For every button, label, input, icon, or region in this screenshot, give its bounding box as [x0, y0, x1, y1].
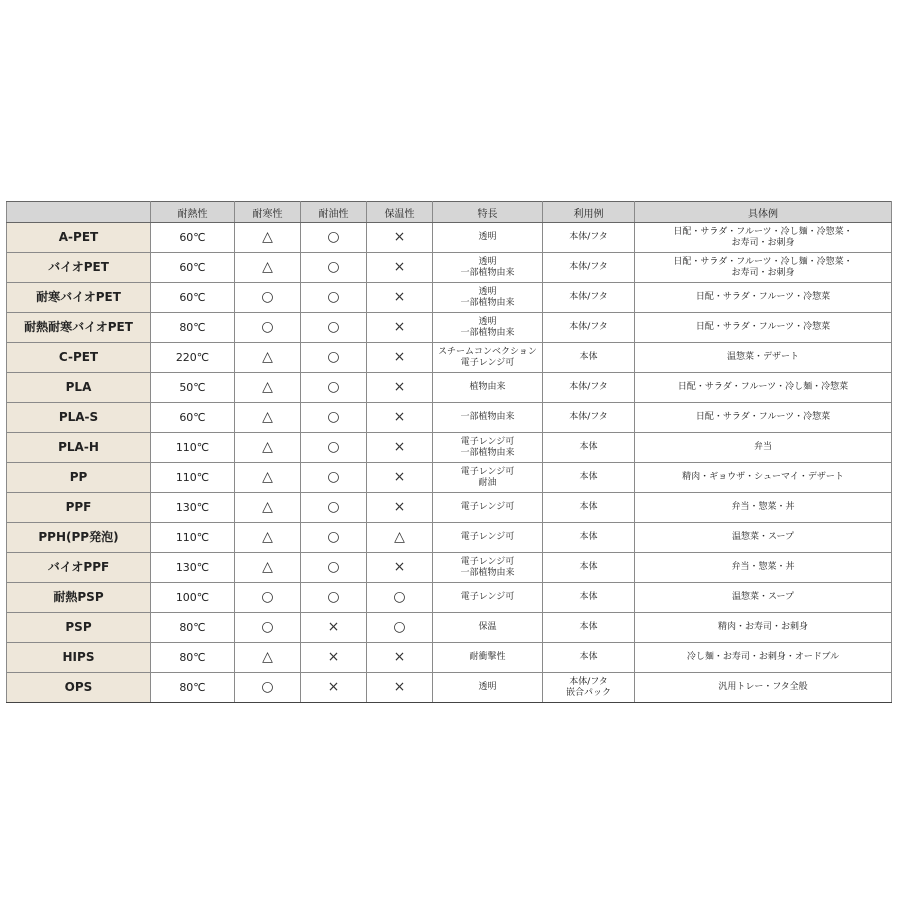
table-row [7, 343, 892, 373]
usage-cell-line: 本体 [579, 532, 598, 542]
features-cell-line: 透明 [478, 682, 497, 692]
examples-cell [635, 253, 892, 283]
usage-cell-line: 本体 [579, 502, 598, 512]
examples-cell-line: 日配・サラダ・フルーツ・冷し麺・冷惣菜 [677, 382, 849, 392]
features-cell [433, 223, 543, 253]
usage-cell [543, 493, 635, 523]
examples-cell [635, 673, 892, 703]
features-cell-line: 一部植物由来 [460, 297, 515, 308]
usage-cell [543, 643, 635, 673]
oil-resistance-mark: ○ [301, 553, 367, 583]
heat-resistance-value: 80℃ [151, 313, 235, 343]
oil-resistance-mark: ○ [301, 223, 367, 253]
table-row [7, 583, 892, 613]
material-name: 耐熱PSP [7, 583, 151, 613]
examples-cell-line: お寿司・お刺身 [731, 267, 795, 278]
usage-cell-line: 本体/フタ [569, 292, 608, 302]
material-name: C-PET [7, 343, 151, 373]
table-row [7, 463, 892, 493]
oil-resistance-mark: ○ [301, 583, 367, 613]
features-cell [433, 283, 543, 313]
material-name: バイオPPF [7, 553, 151, 583]
usage-cell-line: 本体/フタ [569, 676, 608, 687]
oil-resistance-mark: × [301, 673, 367, 703]
cold-resistance-mark: △ [235, 343, 301, 373]
usage-cell-line: 本体 [579, 472, 598, 482]
heat-resistance-value: 60℃ [151, 223, 235, 253]
heat-retention-mark: △ [367, 523, 433, 553]
examples-cell [635, 373, 892, 403]
features-cell-line: 一部植物由来 [460, 447, 515, 458]
examples-cell [635, 463, 892, 493]
features-cell-line: 電子レンジ可 [460, 532, 515, 542]
features-cell [433, 643, 543, 673]
cold-resistance-mark: ○ [235, 283, 301, 313]
usage-cell [543, 253, 635, 283]
features-cell-line: 一部植物由来 [460, 412, 515, 422]
features-cell [433, 343, 543, 373]
heat-resistance-value: 80℃ [151, 643, 235, 673]
material-name: A-PET [7, 223, 151, 253]
cold-resistance-mark: △ [235, 403, 301, 433]
examples-cell [635, 493, 892, 523]
heat-retention-mark: × [367, 673, 433, 703]
header-heat-resistance: 耐熱性 [151, 202, 235, 223]
examples-cell [635, 403, 892, 433]
usage-cell [543, 523, 635, 553]
heat-retention-mark: × [367, 493, 433, 523]
heat-retention-mark: × [367, 343, 433, 373]
features-cell-line: 透明 [478, 232, 497, 242]
heat-resistance-value: 60℃ [151, 283, 235, 313]
usage-cell-line: 本体/フタ [569, 322, 608, 332]
heat-resistance-value: 110℃ [151, 463, 235, 493]
material-name: PP [7, 463, 151, 493]
features-cell [433, 613, 543, 643]
features-cell-line: 耐衝撃性 [469, 652, 506, 662]
heat-resistance-value: 60℃ [151, 403, 235, 433]
examples-cell-line: 日配・サラダ・フルーツ・冷惣菜 [695, 412, 831, 422]
features-cell [433, 403, 543, 433]
material-name: HIPS [7, 643, 151, 673]
examples-cell [635, 553, 892, 583]
features-cell-line: 一部植物由来 [460, 327, 515, 338]
features-cell-line: 一部植物由来 [460, 267, 515, 278]
table-row [7, 253, 892, 283]
examples-cell-line: 温惣菜・スープ [731, 532, 795, 542]
cold-resistance-mark: △ [235, 643, 301, 673]
examples-cell-line: 弁当 [753, 442, 772, 452]
examples-cell-line: 精肉・お寿司・お刺身 [717, 622, 808, 632]
material-name: バイオPET [7, 253, 151, 283]
features-cell-line: 透明 [478, 256, 497, 267]
oil-resistance-mark: ○ [301, 283, 367, 313]
examples-cell-line: 温惣菜・スープ [731, 592, 795, 602]
heat-resistance-value: 110℃ [151, 523, 235, 553]
examples-cell-line: 弁当・惣菜・丼 [731, 502, 795, 512]
usage-cell [543, 463, 635, 493]
examples-cell-line: 温惣菜・デザート [726, 352, 799, 362]
material-name: PPH(PP発泡) [7, 523, 151, 553]
features-cell-line: 電子レンジ可 [460, 357, 515, 368]
examples-cell [635, 583, 892, 613]
header-features: 特長 [433, 202, 543, 223]
heat-resistance-value: 130℃ [151, 553, 235, 583]
material-name: PLA-S [7, 403, 151, 433]
features-cell [433, 253, 543, 283]
cold-resistance-mark: △ [235, 493, 301, 523]
examples-cell [635, 313, 892, 343]
heat-retention-mark: × [367, 313, 433, 343]
usage-cell-line: 本体 [579, 592, 598, 602]
oil-resistance-mark: ○ [301, 493, 367, 523]
oil-resistance-mark: × [301, 613, 367, 643]
usage-cell-line: 本体/フタ [569, 412, 608, 422]
oil-resistance-mark: ○ [301, 523, 367, 553]
material-name: OPS [7, 673, 151, 703]
examples-cell [635, 433, 892, 463]
features-cell [433, 373, 543, 403]
features-cell-line: 電子レンジ可 [460, 466, 515, 477]
examples-cell [635, 223, 892, 253]
cold-resistance-mark: △ [235, 523, 301, 553]
usage-cell-line: 本体 [579, 562, 598, 572]
header-oil-resistance: 耐油性 [301, 202, 367, 223]
cold-resistance-mark: △ [235, 553, 301, 583]
examples-cell-line: 日配・サラダ・フルーツ・冷し麺・冷惣菜・ [673, 256, 853, 267]
usage-cell [543, 433, 635, 463]
material-table-container [6, 201, 891, 703]
table-header [7, 202, 892, 223]
features-cell-line: 一部植物由来 [460, 567, 515, 578]
heat-retention-mark: × [367, 373, 433, 403]
table-row [7, 313, 892, 343]
heat-retention-mark: × [367, 643, 433, 673]
features-cell [433, 553, 543, 583]
cold-resistance-mark: △ [235, 433, 301, 463]
usage-cell-line: 本体 [579, 622, 598, 632]
table-row [7, 613, 892, 643]
oil-resistance-mark: ○ [301, 343, 367, 373]
heat-resistance-value: 220℃ [151, 343, 235, 373]
features-cell [433, 433, 543, 463]
material-properties-table [6, 201, 892, 703]
features-cell-line: 透明 [478, 286, 497, 297]
usage-cell [543, 373, 635, 403]
features-cell [433, 523, 543, 553]
examples-cell-line: 精肉・ギョウザ・シューマイ・デザート [682, 472, 844, 482]
examples-cell [635, 343, 892, 373]
oil-resistance-mark: × [301, 643, 367, 673]
features-cell-line: 植物由来 [469, 382, 506, 392]
heat-retention-mark: × [367, 223, 433, 253]
usage-cell-line: 嵌合パック [565, 687, 611, 698]
features-cell-line: 電子レンジ可 [460, 556, 515, 567]
features-cell-line: 電子レンジ可 [460, 592, 515, 602]
heat-retention-mark: × [367, 253, 433, 283]
table-row [7, 553, 892, 583]
usage-cell [543, 313, 635, 343]
usage-cell-line: 本体/フタ [569, 382, 608, 392]
table-body [7, 223, 892, 703]
examples-cell-line: 日配・サラダ・フルーツ・冷し麺・冷惣菜・ [673, 226, 853, 237]
heat-retention-mark: × [367, 553, 433, 583]
features-cell-line: 耐油 [478, 477, 497, 488]
heat-resistance-value: 130℃ [151, 493, 235, 523]
heat-retention-mark: × [367, 433, 433, 463]
header-row [7, 202, 892, 223]
heat-resistance-value: 80℃ [151, 673, 235, 703]
examples-cell-line: 日配・サラダ・フルーツ・冷惣菜 [695, 292, 831, 302]
cold-resistance-mark: △ [235, 253, 301, 283]
heat-retention-mark: × [367, 283, 433, 313]
cold-resistance-mark: ○ [235, 673, 301, 703]
table-row [7, 523, 892, 553]
material-name: PPF [7, 493, 151, 523]
heat-retention-mark: ○ [367, 583, 433, 613]
heat-retention-mark: ○ [367, 613, 433, 643]
examples-cell-line: 汎用トレー・フタ全般 [718, 682, 808, 692]
heat-retention-mark: × [367, 403, 433, 433]
oil-resistance-mark: ○ [301, 253, 367, 283]
heat-resistance-value: 100℃ [151, 583, 235, 613]
table-row [7, 433, 892, 463]
features-cell-line: 電子レンジ可 [460, 436, 515, 447]
features-cell [433, 493, 543, 523]
features-cell [433, 463, 543, 493]
header-cold-resistance: 耐寒性 [235, 202, 301, 223]
usage-cell [543, 223, 635, 253]
cold-resistance-mark: △ [235, 223, 301, 253]
examples-cell [635, 613, 892, 643]
usage-cell-line: 本体 [579, 352, 598, 362]
cold-resistance-mark: ○ [235, 613, 301, 643]
table-row [7, 493, 892, 523]
heat-resistance-value: 110℃ [151, 433, 235, 463]
examples-cell [635, 523, 892, 553]
usage-cell-line: 本体/フタ [569, 232, 608, 242]
features-cell-line: 電子レンジ可 [460, 502, 515, 512]
features-cell-line: 透明 [478, 316, 497, 327]
oil-resistance-mark: ○ [301, 403, 367, 433]
features-cell-line: 保温 [478, 622, 497, 632]
usage-cell [543, 613, 635, 643]
examples-cell-line: お寿司・お刺身 [731, 237, 795, 248]
examples-cell-line: 冷し麺・お寿司・お刺身・オードブル [686, 652, 840, 662]
examples-cell [635, 643, 892, 673]
header-usage: 利用例 [543, 202, 635, 223]
features-cell [433, 673, 543, 703]
oil-resistance-mark: ○ [301, 463, 367, 493]
usage-cell [543, 553, 635, 583]
usage-cell [543, 283, 635, 313]
cold-resistance-mark: △ [235, 463, 301, 493]
material-name: PLA [7, 373, 151, 403]
heat-retention-mark: × [367, 463, 433, 493]
features-cell [433, 313, 543, 343]
header-heat-retention: 保温性 [367, 202, 433, 223]
usage-cell-line: 本体 [579, 652, 598, 662]
table-row [7, 283, 892, 313]
table-row [7, 673, 892, 703]
usage-cell [543, 343, 635, 373]
usage-cell [543, 583, 635, 613]
usage-cell-line: 本体 [579, 442, 598, 452]
material-name: PSP [7, 613, 151, 643]
examples-cell [635, 283, 892, 313]
material-name: 耐寒バイオPET [7, 283, 151, 313]
material-name: 耐熱耐寒バイオPET [7, 313, 151, 343]
table-row [7, 373, 892, 403]
oil-resistance-mark: ○ [301, 433, 367, 463]
header-examples: 具体例 [635, 202, 892, 223]
heat-resistance-value: 80℃ [151, 613, 235, 643]
header-blank [7, 202, 151, 223]
examples-cell-line: 弁当・惣菜・丼 [731, 562, 795, 572]
usage-cell [543, 403, 635, 433]
heat-resistance-value: 50℃ [151, 373, 235, 403]
oil-resistance-mark: ○ [301, 373, 367, 403]
usage-cell [543, 673, 635, 703]
features-cell [433, 583, 543, 613]
table-row [7, 643, 892, 673]
heat-resistance-value: 60℃ [151, 253, 235, 283]
usage-cell-line: 本体/フタ [569, 262, 608, 272]
table-row [7, 223, 892, 253]
examples-cell-line: 日配・サラダ・フルーツ・冷惣菜 [695, 322, 831, 332]
cold-resistance-mark: △ [235, 373, 301, 403]
material-name: PLA-H [7, 433, 151, 463]
features-cell-line: スチームコンベクション [438, 346, 537, 357]
cold-resistance-mark: ○ [235, 583, 301, 613]
table-row [7, 403, 892, 433]
oil-resistance-mark: ○ [301, 313, 367, 343]
cold-resistance-mark: ○ [235, 313, 301, 343]
